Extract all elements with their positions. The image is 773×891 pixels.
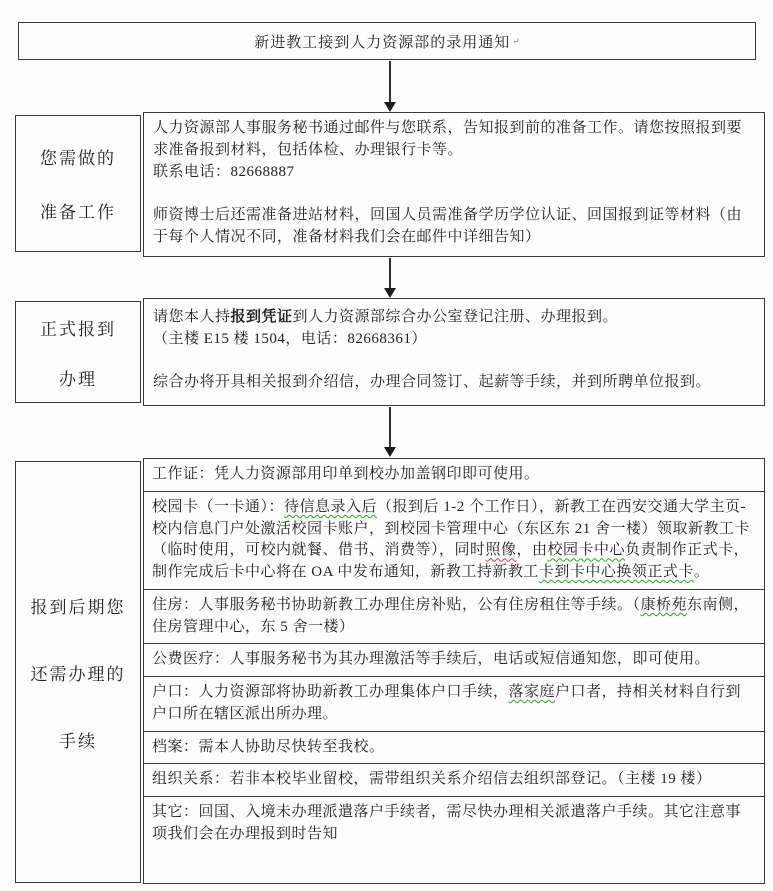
- stage-label-line: 报到后期您: [30, 597, 126, 617]
- stage-label-registration: [15, 301, 141, 403]
- stage-label-line: 办理: [59, 369, 97, 389]
- stage-label-line: 手续: [59, 731, 97, 751]
- arrow-shaft: [389, 407, 391, 447]
- arrow-head-icon: [384, 288, 396, 298]
- stage-label-line: 还需办理的: [30, 664, 126, 684]
- table-row-household-registration: 户口：人力资源部将协助新教工办理集体户口手续，落家庭户口者，持相关材料自行到户口所在辖区派出所办理。: [144, 677, 764, 732]
- table-row-personnel-file: 档案：需本人协助尽快转至我校。: [144, 732, 764, 765]
- table-row-campus-card: 校园卡（一卡通）：待信息录入后（报到后 1-2 个工作日），新教工在西安交通大学主页-校内信息门户处激活校园卡账户，到校园卡管理中心（东区东 21 舍一楼）领取新教工卡（临时使用，可校内就餐、借书、消费等），同时照像，由校园卡中心负责制作正式卡，制作完成后卡中心将在 OA 中发布通知，新教工持新教工卡到卡中心换领正式卡。: [144, 492, 764, 590]
- table-row-public-medical: 公费医疗：人事服务秘书为其办理激活等手续后，电话或短信通知您，即可使用。: [144, 644, 764, 677]
- stage-label-post-procedures: [15, 461, 141, 883]
- stage-content-preparation: 人力资源部人事服务秘书通过邮件与您联系，告知报到前的准备工作。请您按照报到要求准备报到材料，包括体检、办理银行卡等。 联系电话：82668887 师资博士后还需准备进站材料，回国人员需准备学历学位认证、回国报到证等材料（由于每个人情况不同，准备材料我们会在邮件中详细告知）: [143, 112, 765, 257]
- stage-content-registration: 请您本人持报到凭证到人力资源部综合办公室登记注册、办理报到。 （主楼 E15 楼 1504，电话：82668361） 综合办将开具相关报到介绍信，办理合同签订、起薪等手续，并到所聘单位报到。: [143, 298, 765, 406]
- stage-label-line: 您需做的: [40, 149, 116, 168]
- table-row-other: 其它：回国、入境未办理派遣落户手续者，需尽快办理相关派遣落户手续。其它注意事项我们会在办理报到时告知: [152, 804, 742, 842]
- table-row-party-affiliation: 组织关系：若非本校毕业留校，需带组织关系介绍信去组织部登记。（主楼 19 楼）: [144, 764, 764, 797]
- title-box: [18, 22, 756, 60]
- flow-arrow-bottom: [383, 407, 397, 457]
- flow-arrow-middle: [383, 258, 397, 298]
- table-row-work-permit: 工作证：凭人力资源部用印单到校办加盖钢印即可使用。: [144, 459, 764, 492]
- arrow-shaft: [389, 61, 391, 102]
- stage-label-line: 正式报到: [40, 319, 116, 339]
- post-procedures-table: [143, 458, 765, 884]
- arrow-head-icon: [384, 447, 396, 457]
- flow-arrow-top: [383, 61, 397, 112]
- paragraph-mark: ↵: [512, 35, 520, 46]
- title-text: 新进教工接到人力资源部的录用通知: [254, 34, 511, 51]
- arrow-shaft: [389, 258, 391, 288]
- arrow-head-icon: [384, 102, 396, 112]
- stage-label-line: 准备工作: [40, 203, 116, 222]
- table-row-housing: 住房：人事服务秘书协助新教工办理住房补贴，公有住房租住等手续。（康桥苑东南侧，住房管理中心，东 5 舍一楼）: [144, 590, 764, 645]
- stage-label-preparation: [15, 115, 141, 252]
